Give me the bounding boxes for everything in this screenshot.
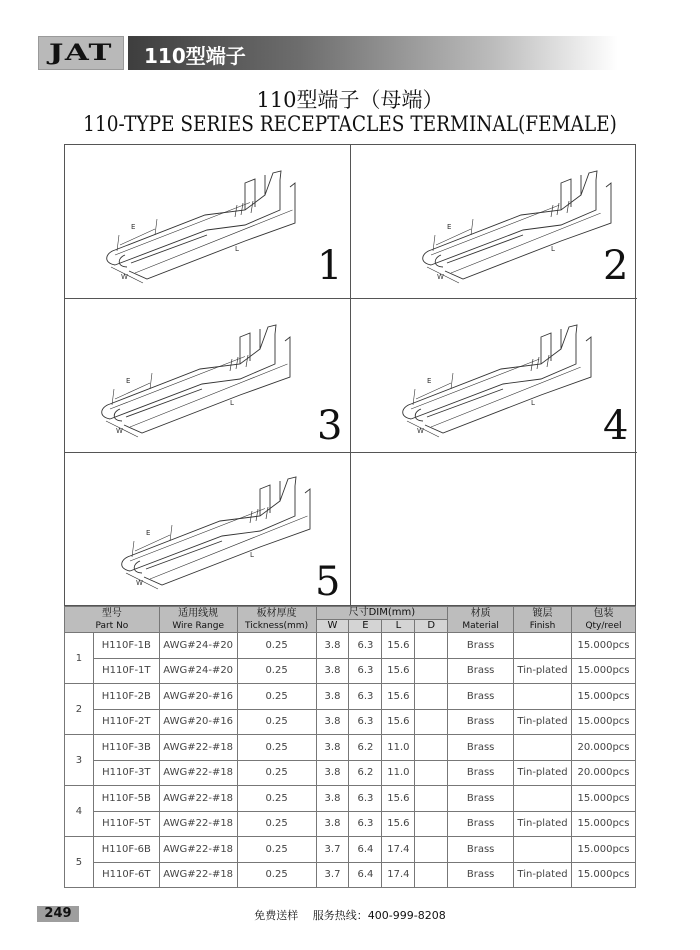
cell-thick: 0.25 xyxy=(237,811,316,837)
terminal-base xyxy=(144,519,310,585)
header-finish: 镀层 Finish xyxy=(514,607,572,633)
cell-qty: 15.000pcs xyxy=(571,862,635,888)
table-row xyxy=(65,786,636,812)
dim-label-e: E xyxy=(126,377,131,385)
header-part-no: 型号 Part No xyxy=(65,607,160,633)
cell-e: 6.3 xyxy=(349,684,382,710)
cell-l: 15.6 xyxy=(382,709,415,735)
cell-finish xyxy=(514,735,572,761)
cell-material: Brass xyxy=(448,786,514,812)
header-qty: 包装 Qty/reel xyxy=(571,607,635,633)
terminal-drawing-3 xyxy=(65,299,351,453)
header-thickness: 板材厚度 Tickness(mm) xyxy=(237,607,316,633)
section-title: 110型端子 xyxy=(144,44,246,68)
cell-w: 3.8 xyxy=(316,658,349,684)
table-row xyxy=(65,658,636,684)
cell-part: H110F-2B xyxy=(93,684,159,710)
cell-e: 6.2 xyxy=(349,735,382,761)
cell-wire: AWG#22-#18 xyxy=(159,837,237,863)
cell-l: 15.6 xyxy=(382,633,415,659)
page-title-cn: 110型端子（母端） xyxy=(256,88,444,112)
footer-hotline: 免费送样 服务热线：400-999-8208 xyxy=(254,909,446,922)
dimension-lines xyxy=(106,357,288,438)
cell-thick: 0.25 xyxy=(237,786,316,812)
cell-thick: 0.25 xyxy=(237,735,316,761)
dim-label-w: W xyxy=(417,427,424,435)
cell-wire: AWG#20-#16 xyxy=(159,709,237,735)
dimension-lines xyxy=(126,509,308,590)
cell-thick: 0.25 xyxy=(237,633,316,659)
cell-thick: 0.25 xyxy=(237,862,316,888)
cell-e: 6.3 xyxy=(349,633,382,659)
cell-l: 17.4 xyxy=(382,862,415,888)
cell-part: H110F-3T xyxy=(93,760,159,786)
page-number: 249 xyxy=(37,906,79,922)
cell-d xyxy=(415,658,448,684)
cell-w: 3.8 xyxy=(316,709,349,735)
cell-finish: Tin-plated xyxy=(514,862,572,888)
cell-finish: Tin-plated xyxy=(514,658,572,684)
dimension-lines xyxy=(407,359,581,437)
terminal-base xyxy=(425,367,591,433)
table-row xyxy=(65,684,636,710)
dim-label-l: L xyxy=(235,245,239,253)
cell-d xyxy=(415,633,448,659)
dim-label-e: E xyxy=(131,223,136,231)
dim-label-e: E xyxy=(427,377,432,385)
cell-thick: 0.25 xyxy=(237,684,316,710)
figure-number-3: 3 xyxy=(317,403,343,449)
table-row xyxy=(65,837,636,863)
terminal-outline xyxy=(403,325,591,437)
figure-grid xyxy=(64,144,636,606)
cell-w: 3.8 xyxy=(316,811,349,837)
terminal-drawing-2 xyxy=(351,145,637,299)
dim-label-l: L xyxy=(551,245,555,253)
cell-wire: AWG#20-#16 xyxy=(159,684,237,710)
terminal-wings xyxy=(245,171,295,213)
cell-d xyxy=(415,684,448,710)
terminal-serrations xyxy=(230,355,248,371)
figure-cell-1 xyxy=(65,145,351,299)
cell-part: H110F-6B xyxy=(93,837,159,863)
terminal-outline xyxy=(107,171,295,283)
terminal-drawing-1 xyxy=(65,145,351,299)
dim-label-w: W xyxy=(121,273,128,281)
cell-material: Brass xyxy=(448,658,514,684)
cell-w: 3.7 xyxy=(316,862,349,888)
cell-l: 15.6 xyxy=(382,811,415,837)
cell-wire: AWG#22-#18 xyxy=(159,811,237,837)
cell-l: 17.4 xyxy=(382,837,415,863)
cell-qty: 15.000pcs xyxy=(571,709,635,735)
cell-l: 15.6 xyxy=(382,658,415,684)
cell-material: Brass xyxy=(448,862,514,888)
table-row xyxy=(65,633,636,659)
cell-qty: 15.000pcs xyxy=(571,658,635,684)
figure-cell-5 xyxy=(65,453,351,607)
terminal-outline xyxy=(102,325,290,437)
terminal-wings xyxy=(240,325,290,367)
cell-material: Brass xyxy=(448,633,514,659)
group-index: 4 xyxy=(65,786,94,837)
dim-label-l: L xyxy=(230,399,234,407)
cell-qty: 20.000pcs xyxy=(571,735,635,761)
figure-cell-4 xyxy=(351,299,637,453)
cell-material: Brass xyxy=(448,811,514,837)
cell-finish xyxy=(514,633,572,659)
header-l: L xyxy=(382,620,415,633)
figure-cell-2 xyxy=(351,145,637,299)
cell-finish: Tin-plated xyxy=(514,811,572,837)
cell-part: H110F-6T xyxy=(93,862,159,888)
cell-l: 11.0 xyxy=(382,760,415,786)
terminal-outline xyxy=(122,477,310,589)
cell-d xyxy=(415,709,448,735)
header-e: E xyxy=(349,620,382,633)
cell-l: 15.6 xyxy=(382,684,415,710)
cell-material: Brass xyxy=(448,760,514,786)
cell-wire: AWG#22-#18 xyxy=(159,760,237,786)
terminal-serrations xyxy=(551,201,569,217)
cell-wire: AWG#22-#18 xyxy=(159,735,237,761)
dimension-lines xyxy=(111,203,293,284)
cell-thick: 0.25 xyxy=(237,658,316,684)
cell-qty: 15.000pcs xyxy=(571,811,635,837)
cell-e: 6.4 xyxy=(349,837,382,863)
figure-number-4: 4 xyxy=(603,403,629,449)
terminal-base xyxy=(445,213,611,279)
terminal-wings xyxy=(541,325,591,367)
cell-d xyxy=(415,786,448,812)
cell-w: 3.8 xyxy=(316,760,349,786)
cell-material: Brass xyxy=(448,709,514,735)
terminal-wings xyxy=(260,477,310,519)
cell-l: 15.6 xyxy=(382,786,415,812)
cell-w: 3.8 xyxy=(316,735,349,761)
group-index: 5 xyxy=(65,837,94,888)
table-row xyxy=(65,862,636,888)
cell-l: 11.0 xyxy=(382,735,415,761)
figure-number-1: 1 xyxy=(317,243,343,289)
cell-part: H110F-3B xyxy=(93,735,159,761)
cell-qty: 15.000pcs xyxy=(571,684,635,710)
terminal-base xyxy=(124,367,290,433)
page-header xyxy=(38,36,658,70)
terminal-serrations xyxy=(531,355,549,371)
cell-wire: AWG#22-#18 xyxy=(159,786,237,812)
cell-finish xyxy=(514,837,572,863)
cell-finish xyxy=(514,684,572,710)
cell-e: 6.3 xyxy=(349,709,382,735)
cell-material: Brass xyxy=(448,684,514,710)
spec-table xyxy=(64,606,636,888)
terminal-outline xyxy=(423,171,611,283)
cell-part: H110F-1T xyxy=(93,658,159,684)
cell-material: Brass xyxy=(448,837,514,863)
terminal-wings xyxy=(561,171,611,213)
table-row xyxy=(65,709,636,735)
dim-label-e: E xyxy=(146,529,151,537)
header-w: W xyxy=(316,620,349,633)
table-row xyxy=(65,811,636,837)
group-index: 3 xyxy=(65,735,94,786)
terminal-drawing-4 xyxy=(351,299,637,453)
figure-cell-3 xyxy=(65,299,351,453)
section-title-bar xyxy=(128,36,618,70)
cell-wire: AWG#22-#18 xyxy=(159,862,237,888)
jat-logo: JAT xyxy=(38,36,124,70)
header-material: 材质 Material xyxy=(448,607,514,633)
cell-d xyxy=(415,837,448,863)
cell-d xyxy=(415,735,448,761)
cell-qty: 20.000pcs xyxy=(571,760,635,786)
cell-qty: 15.000pcs xyxy=(571,633,635,659)
cell-qty: 15.000pcs xyxy=(571,837,635,863)
figure-number-2: 2 xyxy=(603,243,629,289)
cell-qty: 15.000pcs xyxy=(571,786,635,812)
cell-e: 6.2 xyxy=(349,760,382,786)
dim-label-w: W xyxy=(136,579,143,587)
cell-w: 3.8 xyxy=(316,684,349,710)
cell-d xyxy=(415,811,448,837)
table-row xyxy=(65,735,636,761)
cell-part: H110F-2T xyxy=(93,709,159,735)
cell-thick: 0.25 xyxy=(237,709,316,735)
dim-label-w: W xyxy=(437,273,444,281)
terminal-serrations xyxy=(235,201,253,217)
header-wire-range: 适用线规 Wire Range xyxy=(159,607,237,633)
group-index: 2 xyxy=(65,684,94,735)
group-index: 1 xyxy=(65,633,94,684)
dim-label-w: W xyxy=(116,427,123,435)
cell-finish: Tin-plated xyxy=(514,760,572,786)
cell-d xyxy=(415,862,448,888)
cell-e: 6.4 xyxy=(349,862,382,888)
cell-part: H110F-5T xyxy=(93,811,159,837)
dim-label-l: L xyxy=(531,399,535,407)
cell-e: 6.3 xyxy=(349,658,382,684)
cell-w: 3.8 xyxy=(316,786,349,812)
cell-part: H110F-5B xyxy=(93,786,159,812)
cell-w: 3.8 xyxy=(316,633,349,659)
terminal-drawing-5 xyxy=(65,453,351,607)
cell-wire: AWG#24-#20 xyxy=(159,633,237,659)
cell-material: Brass xyxy=(448,735,514,761)
figure-number-5: 5 xyxy=(315,559,341,605)
dim-label-l: L xyxy=(250,551,254,559)
cell-finish: Tin-plated xyxy=(514,709,572,735)
terminal-base xyxy=(129,213,295,279)
cell-thick: 0.25 xyxy=(237,760,316,786)
cell-part: H110F-1B xyxy=(93,633,159,659)
table-row xyxy=(65,760,636,786)
page-title-en: 110-TYPE SERIES RECEPTACLES TERMINAL(FEMALE) xyxy=(83,112,617,136)
dim-label-e: E xyxy=(447,223,452,231)
cell-e: 6.3 xyxy=(349,811,382,837)
figure-cell-empty xyxy=(351,453,637,607)
header-d: D xyxy=(415,620,448,633)
cell-thick: 0.25 xyxy=(237,837,316,863)
dimension-lines xyxy=(427,205,601,283)
cell-w: 3.7 xyxy=(316,837,349,863)
cell-finish xyxy=(514,786,572,812)
terminal-serrations xyxy=(250,507,268,523)
cell-e: 6.3 xyxy=(349,786,382,812)
header-dim: 尺寸DIM(mm) xyxy=(316,607,448,620)
cell-wire: AWG#24-#20 xyxy=(159,658,237,684)
cell-d xyxy=(415,760,448,786)
